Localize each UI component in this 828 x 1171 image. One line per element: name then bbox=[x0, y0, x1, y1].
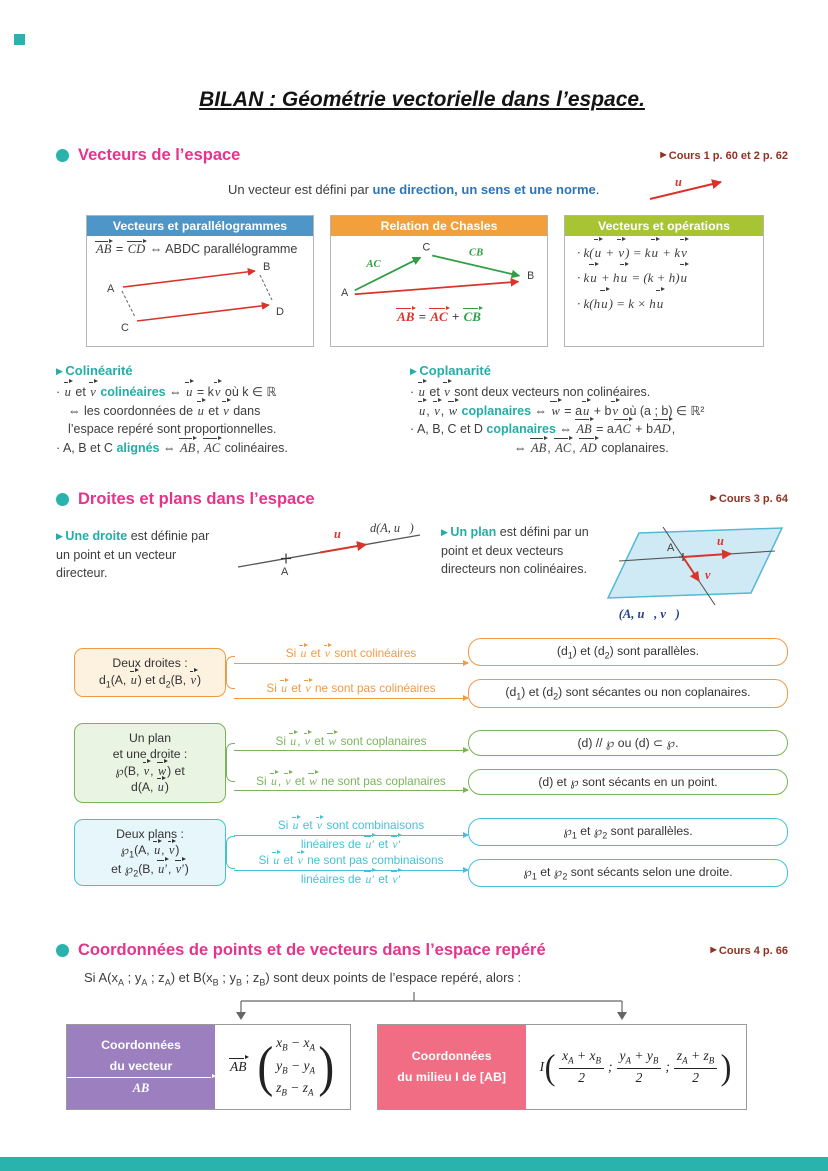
vector-definition-text: Un vecteur est défini par une direction, un sens et une norme. bbox=[228, 181, 600, 197]
vector-box-label: Coordonnées du vecteur AB bbox=[67, 1025, 215, 1109]
vector-v-label: v⃗ bbox=[705, 567, 721, 582]
coplanarite-title: ▶ Coplanarité bbox=[410, 363, 491, 378]
point-label-D: D bbox=[276, 306, 284, 318]
line-diagram bbox=[234, 521, 429, 581]
plane-surface bbox=[608, 528, 782, 598]
flow-condition: linéaires de u′ et v′ bbox=[300, 871, 401, 886]
coplanarite-line: ⇔ AB, AC, AD coplanaires. bbox=[410, 439, 788, 458]
point-label-A: A bbox=[107, 283, 115, 295]
connector-path bbox=[241, 992, 622, 1012]
open-paren: ( bbox=[256, 1035, 273, 1098]
separator: ; bbox=[665, 1058, 670, 1074]
open-paren: ( bbox=[544, 1046, 556, 1087]
flow-connector-line bbox=[234, 835, 468, 836]
colinearite-line: l’espace repéré sont proportionnelles. bbox=[68, 422, 277, 437]
arrow-down-icon bbox=[617, 1012, 627, 1020]
connector-arrows bbox=[84, 991, 784, 1023]
course-ref: ▶ Cours 4 p. 66 bbox=[710, 944, 788, 957]
vector-AB-symbol: AB bbox=[230, 1058, 247, 1074]
coplanarite-line: · u et v sont deux vecteurs non colinéaires. bbox=[410, 383, 788, 402]
coplanarite-line: u, v, w coplanaires ⇔ w = au + bv où (a ; b) ∈ ℝ² bbox=[410, 402, 788, 421]
vector-u-label: u⃗ bbox=[334, 526, 351, 541]
section-bullet-icon bbox=[56, 149, 69, 162]
component-y: $y_B - y_A$ bbox=[276, 1057, 316, 1076]
flow-connector-line bbox=[234, 698, 468, 699]
flow-connector-line bbox=[234, 750, 468, 751]
operation-rule: · ku + hu = (k + h)u bbox=[571, 265, 757, 290]
flow-condition: Si u et v ne sont pas colinéaires bbox=[266, 681, 436, 696]
section-vecteurs-de-l-espace bbox=[56, 146, 788, 458]
plan-definition-text: ▶ Un plan est défini par un point et deux vecteurs directeurs non colinéaires. bbox=[441, 524, 589, 577]
flow-condition: Si u, v et w sont coplanaires bbox=[275, 733, 427, 748]
section-title: Coordonnées de points et de vecteurs dans l’espace repéré bbox=[78, 941, 546, 960]
flow-result-box: $℘_1$ et $℘_2$ sont parallèles. bbox=[468, 818, 788, 846]
flow-condition: Si u et v sont colinéaires bbox=[285, 646, 417, 661]
parallelogram-lines bbox=[122, 271, 272, 321]
coordinates-intro-text: Si $A(x_A$ ; $y_A$ ; $z_A$) et $B(x_B$ ; $y_B$ ; $z_B$) sont deux points de l’espace repéré, alors : bbox=[84, 970, 522, 988]
flow-condition: Si u, v et w ne sont pas coplanaires bbox=[256, 773, 446, 788]
arrow-right-icon bbox=[463, 832, 469, 838]
arrow-right-icon bbox=[463, 695, 469, 701]
flow-left-box: Deux droites : $d_1(A$, u) et $d_2(B$, v) bbox=[74, 648, 226, 697]
colinearite-line: · A, B et C alignés ⇔ AB, AC colinéaires. bbox=[56, 439, 384, 458]
colinearite-line: · u et v colinéaires ⇔ u = kv où k ∈ ℝ bbox=[56, 383, 384, 402]
flow-connector-line bbox=[234, 870, 468, 871]
flow-left-box: Deux plans : $℘_1(A$, u, v) et $℘_2(B$, u′, v′) bbox=[74, 819, 226, 887]
vector-u-label: u⃗ bbox=[675, 175, 692, 189]
box-operations-header: Vecteurs et opérations bbox=[565, 216, 763, 236]
arrow-right-icon bbox=[463, 867, 469, 873]
midpoint-box-label: Coordonnées du milieu I de [AB] bbox=[378, 1025, 526, 1109]
flow-condition: linéaires de u′ et v′ bbox=[300, 836, 401, 851]
vector-coordinates-box bbox=[66, 1024, 351, 1110]
separator: ; bbox=[608, 1058, 613, 1074]
line-name-label: d(A, u⃗) bbox=[370, 520, 414, 535]
midpoint-coordinates-box bbox=[377, 1024, 748, 1110]
course-ref: ▶ Cours 3 p. 64 bbox=[710, 493, 788, 506]
section-bullet-icon bbox=[56, 944, 69, 957]
box-relation-de-chasles bbox=[330, 215, 548, 347]
component-x: $x_B - x_A$ bbox=[276, 1035, 316, 1053]
point-label-A: A bbox=[667, 541, 675, 554]
operation-rule: · k(u + v) = ku + kv bbox=[571, 240, 757, 265]
flow-connector-line bbox=[234, 790, 468, 791]
flow-result-box: $℘_1$ et $℘_2$ sont sécants selon une droite. bbox=[468, 859, 788, 887]
fraction-x: $\frac{x_A + x_B}{2}$ bbox=[559, 1048, 604, 1087]
section-title: Droites et plans dans l’espace bbox=[78, 489, 315, 508]
box-vecteurs-operations bbox=[564, 215, 764, 347]
section-droites-et-plans bbox=[56, 490, 788, 888]
page-title: BILAN : Géométrie vectorielle dans l’espace. bbox=[199, 88, 645, 111]
vector-components bbox=[276, 1033, 315, 1101]
close-paren: ) bbox=[318, 1035, 335, 1098]
chasles-equation: AB = AC + CB bbox=[397, 309, 481, 324]
coplanarite-block bbox=[410, 361, 788, 458]
flow-condition: Si u et v sont combinaisons bbox=[277, 818, 425, 833]
page-corner-mark bbox=[14, 34, 25, 45]
point-label-B: B bbox=[263, 261, 271, 273]
flow-left-box: Un plan et une droite : ℘(B, v, w) et d(A, u) bbox=[74, 723, 226, 803]
parallelogram-diagram bbox=[93, 257, 298, 335]
vector-AC-label: AC⃗ bbox=[366, 259, 389, 271]
droite-definition-text: ▶ Une droite est définie par un point et un vecteur directeur. bbox=[56, 528, 210, 581]
point-label-A: A bbox=[341, 287, 349, 300]
flow-result-box: $(d_1)$ et $(d_2)$ sont parallèles. bbox=[468, 638, 788, 666]
component-z: $z_B - z_A$ bbox=[276, 1080, 314, 1098]
vector-CB-label: CB⃗ bbox=[469, 247, 492, 259]
arrow-down-icon bbox=[236, 1012, 246, 1020]
box-parallelogrammes bbox=[86, 215, 314, 347]
flow-chart bbox=[74, 638, 788, 888]
section-title: Vecteurs de l’espace bbox=[78, 146, 241, 164]
flow-connector-line bbox=[234, 663, 468, 664]
vector-u-diagram bbox=[645, 175, 731, 203]
vector-u-label: u⃗ bbox=[717, 533, 734, 548]
point-I-symbol: I bbox=[539, 1058, 545, 1074]
point-label-B: B bbox=[527, 269, 535, 282]
flow-row-plan-et-droite bbox=[74, 723, 788, 803]
parallelogram-equation: AB = CD ⇔ ABDC parallélogramme bbox=[96, 242, 298, 256]
coplanarite-line: · A, B, C et D coplanaires ⇔ AB = aAC + bAD, bbox=[410, 420, 788, 439]
plane-name-label: ℘(A, u⃗, v⃗) bbox=[609, 606, 680, 621]
flow-result-box: (d) et ℘ sont sécants en un point. bbox=[468, 769, 788, 795]
chasles-diagram bbox=[337, 240, 541, 302]
fraction-z: $\frac{z_A + z_B}{2}$ bbox=[674, 1048, 717, 1087]
point-label-C: C bbox=[121, 322, 129, 334]
point-label-C: C bbox=[422, 241, 431, 254]
flow-condition: Si u et v ne sont pas combinaisons bbox=[258, 853, 444, 868]
course-ref: ▶ Cours 1 p. 60 et 2 p. 62 bbox=[660, 149, 788, 162]
flow-row-deux-plans bbox=[74, 818, 788, 888]
box-parallelogrammes-header: Vecteurs et parallélogrammes bbox=[87, 216, 313, 236]
flow-row-deux-droites bbox=[74, 638, 788, 708]
line-diagram-strokes bbox=[238, 535, 420, 567]
section-coordonnees bbox=[56, 941, 788, 1110]
flow-result-box: $(d_1)$ et $(d_2)$ sont sécantes ou non coplanaires. bbox=[468, 679, 788, 707]
colinearite-block bbox=[56, 361, 384, 458]
arrow-right-icon bbox=[463, 747, 469, 753]
colinearite-line: ⇔ les coordonnées de u et v dans bbox=[56, 402, 384, 421]
page-footer-bar bbox=[0, 1157, 828, 1171]
plane-diagram bbox=[603, 521, 788, 623]
arrow-right-icon bbox=[463, 660, 469, 666]
colinearite-title: ▶ Colinéarité bbox=[56, 363, 133, 378]
point-label-A: A bbox=[281, 565, 289, 578]
section-bullet-icon bbox=[56, 493, 69, 506]
fraction-y: $\frac{y_A + y_B}{2}$ bbox=[617, 1048, 662, 1087]
box-chasles-header: Relation de Chasles bbox=[331, 216, 547, 236]
close-paren: ) bbox=[720, 1046, 732, 1087]
operation-rule: · k(hu) = k × hu bbox=[571, 291, 757, 316]
flow-result-box: (d) // ℘ ou (d) ⊂ ℘. bbox=[468, 730, 788, 756]
arrow-right-icon bbox=[463, 787, 469, 793]
